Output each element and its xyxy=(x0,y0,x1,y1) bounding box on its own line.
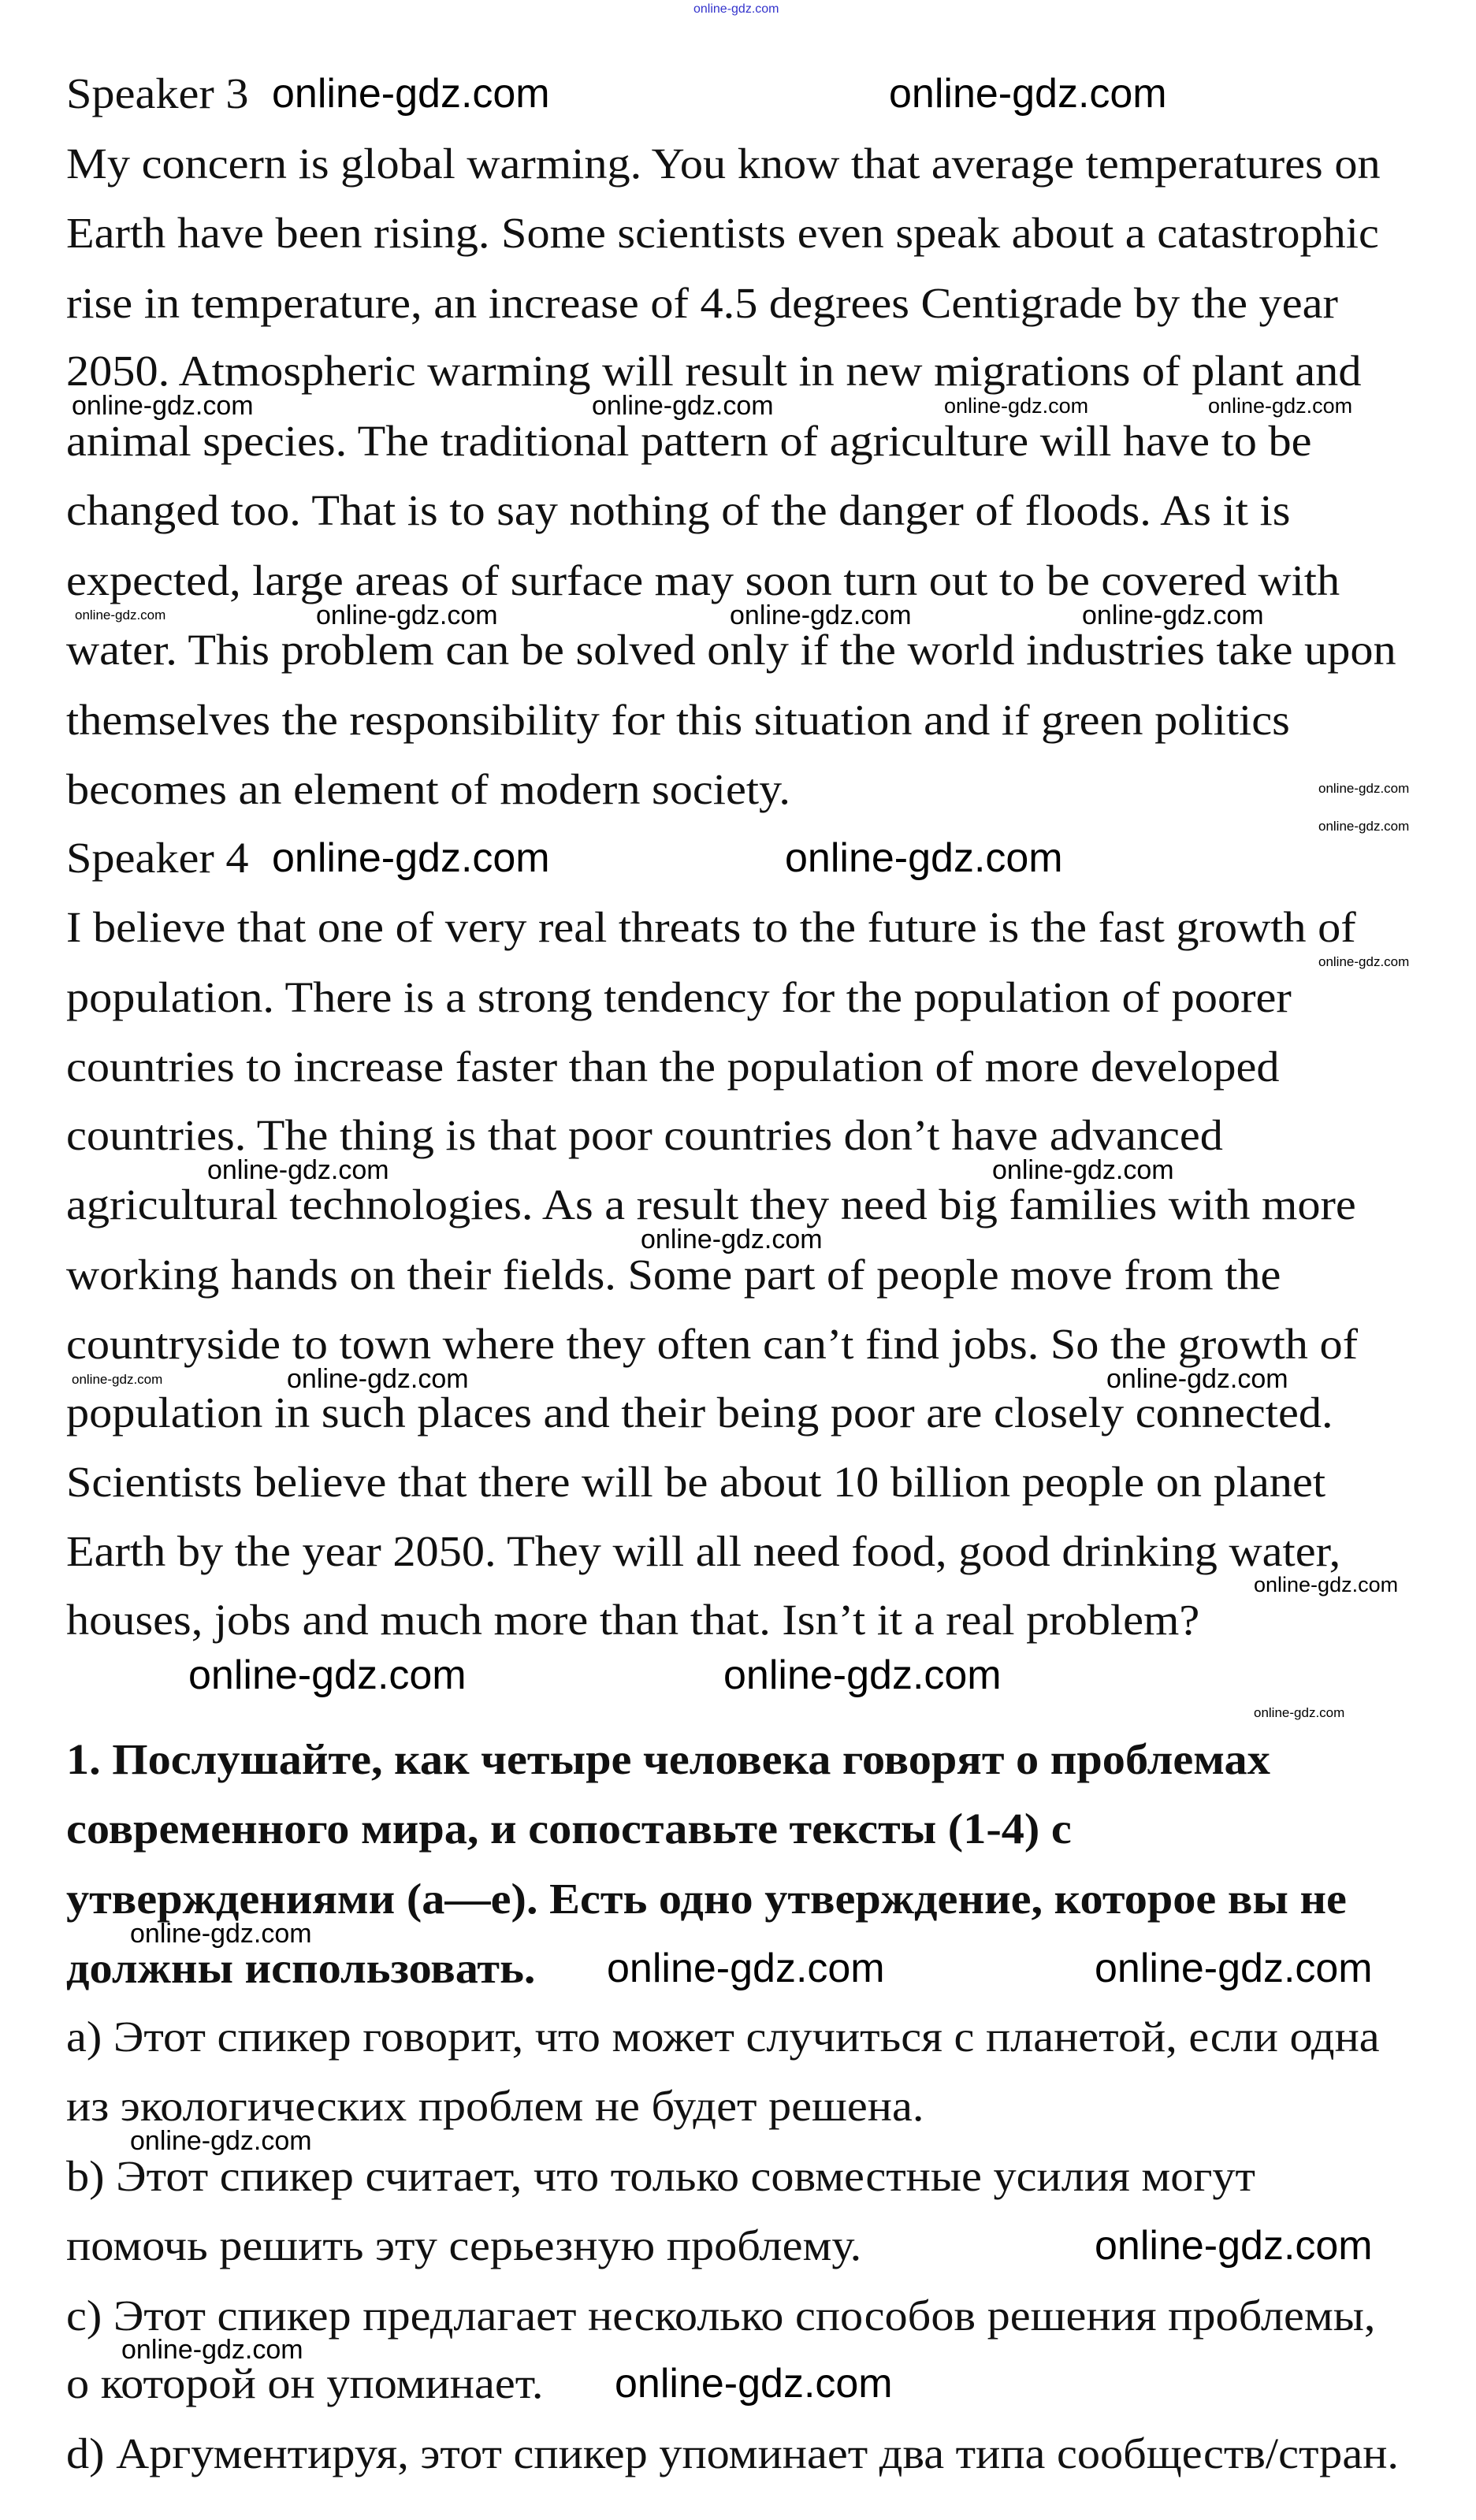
text-line: countries. The thing is that poor countries don’t have advanced xyxy=(66,1111,1223,1159)
text-line: becomes an element of modern society. xyxy=(66,765,790,813)
watermark: online-gdz.com xyxy=(693,2,779,16)
text-line: population in such places and their being poor are closely connected. xyxy=(66,1388,1333,1437)
text-line: My concern is global warming. You know that average temperatures on xyxy=(66,139,1381,188)
task-title-line: 1. Послушайте, как четыре человека говорят о проблемах xyxy=(66,1735,1270,1783)
speaker-3-heading: Speaker 3 xyxy=(66,69,249,117)
watermark: online-gdz.com xyxy=(316,600,498,630)
watermark: online-gdz.com xyxy=(72,391,254,421)
task-title-line: современного мира, и сопоставьте тексты (1-4) с xyxy=(66,1805,1072,1853)
watermark: online-gdz.com xyxy=(130,2126,312,2156)
watermark: online-gdz.com xyxy=(592,391,774,421)
text-line: agricultural technologies. As a result they need big families with more xyxy=(66,1180,1356,1228)
watermark: online-gdz.com xyxy=(785,835,1063,881)
text-line: water. This problem can be solved only if the world industries take upon xyxy=(66,626,1396,674)
watermark: online-gdz.com xyxy=(992,1155,1174,1185)
option-line: b) Этот спикер считает, что только совместные усилия могут xyxy=(66,2152,1256,2200)
option-line: d) Аргументируя, этот спикер упоминает два типа сообществ/стран. xyxy=(66,2429,1399,2477)
watermark: online-gdz.com xyxy=(75,608,166,623)
task-title-line: должны использовать. xyxy=(66,1944,536,1992)
text-line: working hands on their fields. Some part of people move from the xyxy=(66,1251,1281,1299)
task-title-line: утверждениями (а—е). Есть одно утверждение, которое вы не xyxy=(66,1875,1347,1923)
watermark: online-gdz.com xyxy=(1254,1573,1399,1596)
text-line: themselves the responsibility for this situation and if green politics xyxy=(66,696,1290,744)
watermark: online-gdz.com xyxy=(287,1364,469,1394)
watermark: online-gdz.com xyxy=(615,2361,893,2407)
watermark: online-gdz.com xyxy=(1318,954,1410,969)
option-line: из экологических проблем не будет решена. xyxy=(66,2082,924,2130)
watermark: online-gdz.com xyxy=(944,394,1089,418)
watermark: online-gdz.com xyxy=(1318,781,1410,796)
watermark: online-gdz.com xyxy=(188,1652,467,1698)
watermark: online-gdz.com xyxy=(1318,819,1410,834)
text-line: Earth have been rising. Some scientists even speak about a catastrophic xyxy=(66,209,1379,257)
option-line: a) Этот спикер говорит, что может случиться с планетой, если одна xyxy=(66,2013,1380,2061)
text-line: countryside to town where they often can’t find jobs. So the growth of xyxy=(66,1320,1359,1368)
watermark: online-gdz.com xyxy=(207,1155,389,1185)
watermark: online-gdz.com xyxy=(607,1946,885,1991)
watermark: online-gdz.com xyxy=(1095,1946,1373,1991)
watermark: online-gdz.com xyxy=(641,1225,823,1254)
watermark: online-gdz.com xyxy=(72,1372,163,1387)
text-line: changed too. That is to say nothing of the danger of floods. As it is xyxy=(66,486,1291,534)
text-line: I believe that one of very real threats to the future is the fast growth of xyxy=(66,903,1356,951)
option-line: помочь решить эту серьезную проблему. xyxy=(66,2221,862,2269)
speaker-4-heading: Speaker 4 xyxy=(66,834,249,882)
watermark: online-gdz.com xyxy=(723,1652,1002,1698)
text-line: rise in temperature, an increase of 4.5 degrees Centigrade by the year xyxy=(66,279,1338,327)
watermark: online-gdz.com xyxy=(730,600,912,630)
watermark: online-gdz.com xyxy=(1106,1364,1288,1394)
watermark: online-gdz.com xyxy=(121,2335,303,2365)
text-line: expected, large areas of surface may soon turn out to be covered with xyxy=(66,556,1340,604)
watermark: online-gdz.com xyxy=(130,1919,312,1949)
option-line: о которой он упоминает. xyxy=(66,2359,544,2407)
text-line: 2050. Atmospheric warming will result in new migrations of plant and xyxy=(66,347,1362,395)
text-line: Earth by the year 2050. They will all need food, good drinking water, xyxy=(66,1527,1341,1575)
watermark: online-gdz.com xyxy=(1082,600,1264,630)
text-line: houses, jobs and much more than that. Isn’t it a real problem? xyxy=(66,1596,1200,1644)
watermark: online-gdz.com xyxy=(272,835,550,881)
watermark: online-gdz.com xyxy=(1095,2223,1373,2269)
watermark: online-gdz.com xyxy=(1254,1705,1345,1720)
option-line: c) Этот спикер предлагает несколько способов решения проблемы, xyxy=(66,2291,1376,2340)
text-line: Scientists believe that there will be about 10 billion people on planet xyxy=(66,1458,1326,1506)
text-line: population. There is a strong tendency for the population of poorer xyxy=(66,973,1292,1021)
text-line: animal species. The traditional pattern of agriculture will have to be xyxy=(66,417,1312,465)
watermark: online-gdz.com xyxy=(1208,394,1353,418)
text-line: countries to increase faster than the population of more developed xyxy=(66,1043,1280,1091)
watermark: online-gdz.com xyxy=(272,71,550,117)
watermark: online-gdz.com xyxy=(889,71,1167,117)
